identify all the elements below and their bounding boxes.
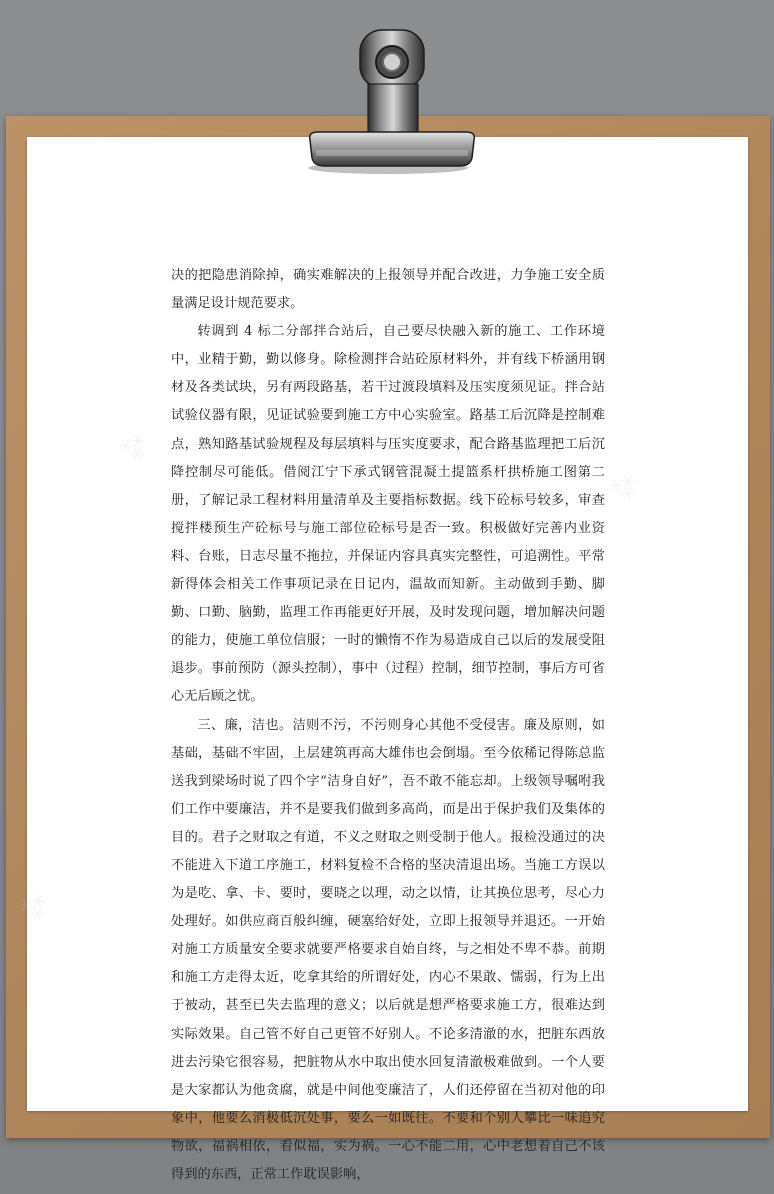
binder-clip-icon xyxy=(296,26,480,176)
paragraph-continuation: 决的把隐患消除掉，确实难解决的上报领导并配合改进，力争施工安全质量满足设计规范要求。 xyxy=(171,268,605,312)
document-body xyxy=(171,262,605,1189)
paragraph-integrity: 三、廉，洁也。洁则不污，不污则身心其他不受侵害。廉及原则，如基础，基础不牢固，上层建筑再高大雄伟也会倒塌。至今依稀记得陈总监送我到梁场时说了四个字“洁身自好”，吾不敢不能忘却。上级领导嘱咐我们工作中要廉洁，并不是要我们做到多高尚，而是出于保护我们及集体的目的。君子之财取之有道，不义之财取之则受制于他人。报检没通过的决不能进入下道工序施工，材料复检不合格的坚决清退出场。当施工方误以为是吃、拿、卡、要时，要晓之以理，动之以情，让其换位思考，尽心力处理好。如供应商百般纠缠，硬塞给好处，立即上报领导并退还。一开始对施工方质量安全要求就要严格要求自始自终，与之相处不卑不恭。前期和施工方走得太近，吃拿其给的所谓好处，内心不果敢、懦弱，行为上出于被动，甚至已失去监理的意义；以后就是想严格要求施工方，很难达到实际效果。自己管不好自己更管不好别人。不论多清澈的水，把脏东西放进去污染它很容易，把脏物从水中取出使水回复清澈极难做到。一个人要是大家都认为他贪腐，就是中间他变廉洁了，人们还停留在当初对他的印象中，他要么消极低沉处事，要么一如既往。不要和个别人攀比一味追究物欲，福祸相依，看似福，实为祸。一心不能二用，心中老想着自己不该得到的东西，正常工作耽误影响， xyxy=(171,717,605,1182)
paragraph-transfer: 转调到 4 标二分部拌合站后，自己要尽快融入新的施工、工作环境中，业精于勤，勤以修身。除检测拌合站砼原材料外，并有线下桥涵用钢材及各类试块，另有两段路基，若干过渡段填料及压实度须见证。拌合站试验仪器有限，见证试验要到施工方中心实验室。路基工后沉降是控制难点，熟知路基试验规程及每层填料与压实度要求，配合路基监理把工后沉降控制尽可能低。借阅江宁下承式钢管混凝土提篮系杆拱桥施工图第二册，了解记录工程材料用量清单及主要指标数据。线下砼标号较多，审查搅拌楼预生产砼标号与施工部位砼标号是否一致。积极做好完善内业资料、台账，日志尽量不拖拉，并保证内容具真实完整性，可追溯性。平常新得体会相关工作事项记录在日记内，温故而知新。主动做到手勤、脚勤、口勤、脑勤，监理工作再能更好开展，及时发现问题，增加解决问题的能力，使施工单位信服；一时的懒惰不作为易造成自己以后的发展受阻退步。事前预防（源头控制），事中（过程）控制，细节控制，事后方可省心无后顾之忧。 xyxy=(171,324,605,705)
